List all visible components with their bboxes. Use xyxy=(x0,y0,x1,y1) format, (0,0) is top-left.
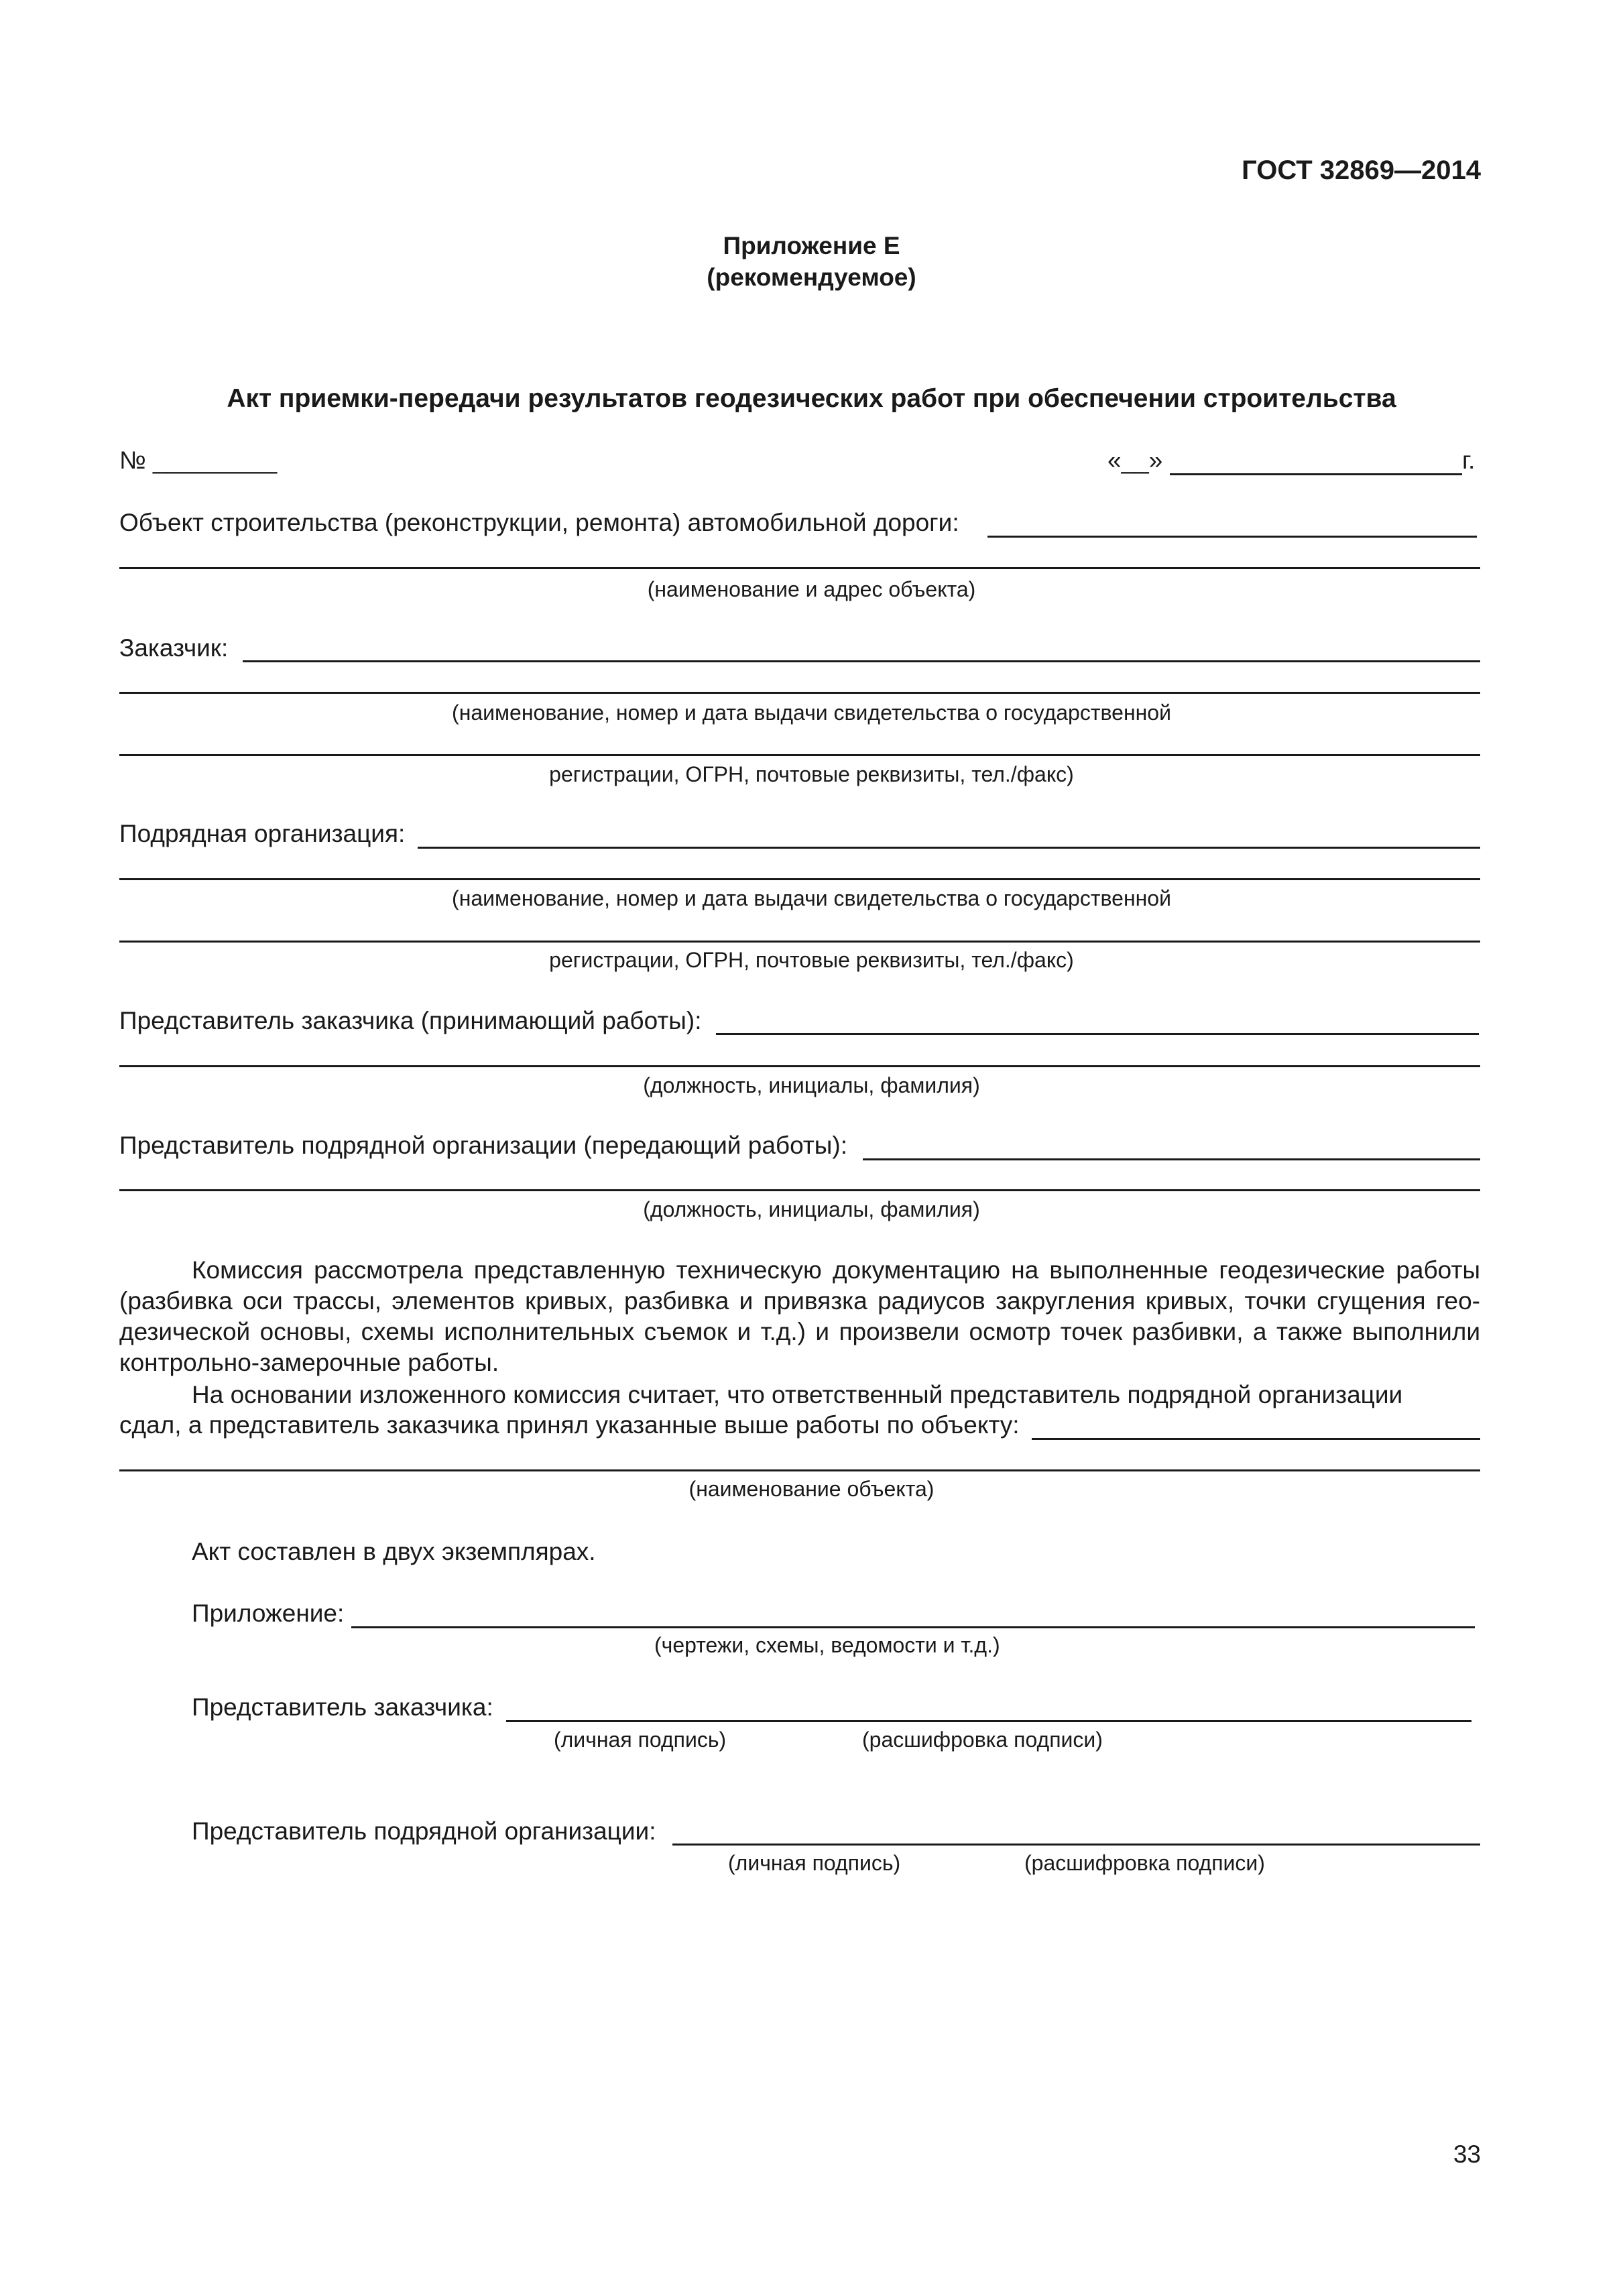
attachment-field-line xyxy=(351,1626,1475,1628)
commission-paragraph xyxy=(119,1255,1480,1378)
appendix-title: Приложение Е xyxy=(723,232,900,259)
object-name-caption: (наименование объекта) xyxy=(688,1477,935,1501)
date-day: «__» xyxy=(1107,446,1163,474)
conclusion-paragraph xyxy=(119,1380,1480,1410)
contractor-field-line-3 xyxy=(119,941,1480,943)
contractor-rep-field-line-2 xyxy=(119,1189,1480,1191)
attachment-label: Приложение: xyxy=(192,1599,345,1627)
object-caption: (наименование и адрес объекта) xyxy=(647,577,976,601)
contractor-rep-field-line xyxy=(863,1158,1480,1160)
customer-rep-caption: (должность, инициалы, фамилия) xyxy=(643,1073,980,1097)
contractor-caption-1: (наименование, номер и дата выдачи свидетельства о государственной xyxy=(452,886,1171,910)
contractor-caption-2: регистрации, ОГРН, почтовые реквизиты, тел./факс) xyxy=(549,948,1074,972)
customer-caption-2: регистрации, ОГРН, почтовые реквизиты, тел./факс) xyxy=(549,762,1074,786)
contractor-field-line-2 xyxy=(119,878,1480,880)
customer-rep-field-line xyxy=(716,1033,1479,1035)
page-number: 33 xyxy=(1453,2140,1481,2168)
contractor-signature-label: Представитель подрядной организации: xyxy=(192,1817,656,1845)
act-number: № _________ xyxy=(119,446,278,474)
contractor-rep-label: Представитель подрядной организации (передающий работы): xyxy=(119,1132,847,1159)
customer-field-line-3 xyxy=(119,754,1480,756)
date-line xyxy=(1170,473,1462,475)
commission-paragraph-text: Комиссия рассмотрела представленную техническую документацию на выполненные геодезические работы (разбивка оси трассы, элементов кривых, разбивка и привязка радиусов закругления кривых, точки сгущения гео-дезической основы, схемы исполнительных съемок и т.д.) и произвели осмотр точек разбивки, а также выполнили контрольно-замерочные работы. xyxy=(119,1256,1480,1376)
customer-caption-1: (наименование, номер и дата выдачи свидетельства о государственной xyxy=(452,701,1171,725)
customer-rep-field-line-2 xyxy=(119,1065,1480,1067)
customer-signature-caption: (личная подпись) xyxy=(554,1728,727,1752)
act-title: Акт приемки-передачи результатов геодезических работ при обеспечении строительства xyxy=(227,384,1396,413)
copies-text: Акт составлен в двух экземплярах. xyxy=(192,1538,596,1565)
customer-decode-caption: (расшифровка подписи) xyxy=(862,1728,1103,1752)
contractor-signature-caption: (личная подпись) xyxy=(728,1851,901,1875)
standard-code: ГОСТ 32869—2014 xyxy=(1242,156,1481,185)
conclusion-line-2: сдал, а представитель заказчика принял указанные выше работы по объекту: xyxy=(119,1411,1020,1439)
customer-field-line-2 xyxy=(119,692,1480,694)
object-name-field-line xyxy=(1032,1438,1480,1440)
contractor-field-line xyxy=(418,847,1480,849)
customer-label: Заказчик: xyxy=(119,634,229,662)
contractor-decode-caption: (расшифровка подписи) xyxy=(1024,1851,1265,1875)
attachment-caption: (чертежи, схемы, ведомости и т.д.) xyxy=(654,1633,1000,1657)
customer-signature-line xyxy=(506,1720,1471,1722)
object-field-line xyxy=(987,536,1477,538)
customer-field-line xyxy=(243,660,1480,662)
contractor-label: Подрядная организация: xyxy=(119,820,406,847)
date-year-suffix: г. xyxy=(1462,446,1476,474)
customer-signature-label: Представитель заказчика: xyxy=(192,1693,493,1721)
conclusion-line-1: На основании изложенного комиссия считает, что ответственный представитель подрядной организации xyxy=(192,1381,1403,1408)
object-label: Объект строительства (реконструкции, ремонта) автомобильной дороги: xyxy=(119,509,959,536)
contractor-signature-line xyxy=(672,1844,1480,1846)
contractor-rep-caption: (должность, инициалы, фамилия) xyxy=(643,1197,980,1221)
appendix-subtitle: (рекомендуемое) xyxy=(707,263,916,291)
customer-rep-label: Представитель заказчика (принимающий работы): xyxy=(119,1007,702,1034)
object-name-field-line-2 xyxy=(119,1469,1480,1471)
object-field-line-2 xyxy=(119,567,1480,569)
